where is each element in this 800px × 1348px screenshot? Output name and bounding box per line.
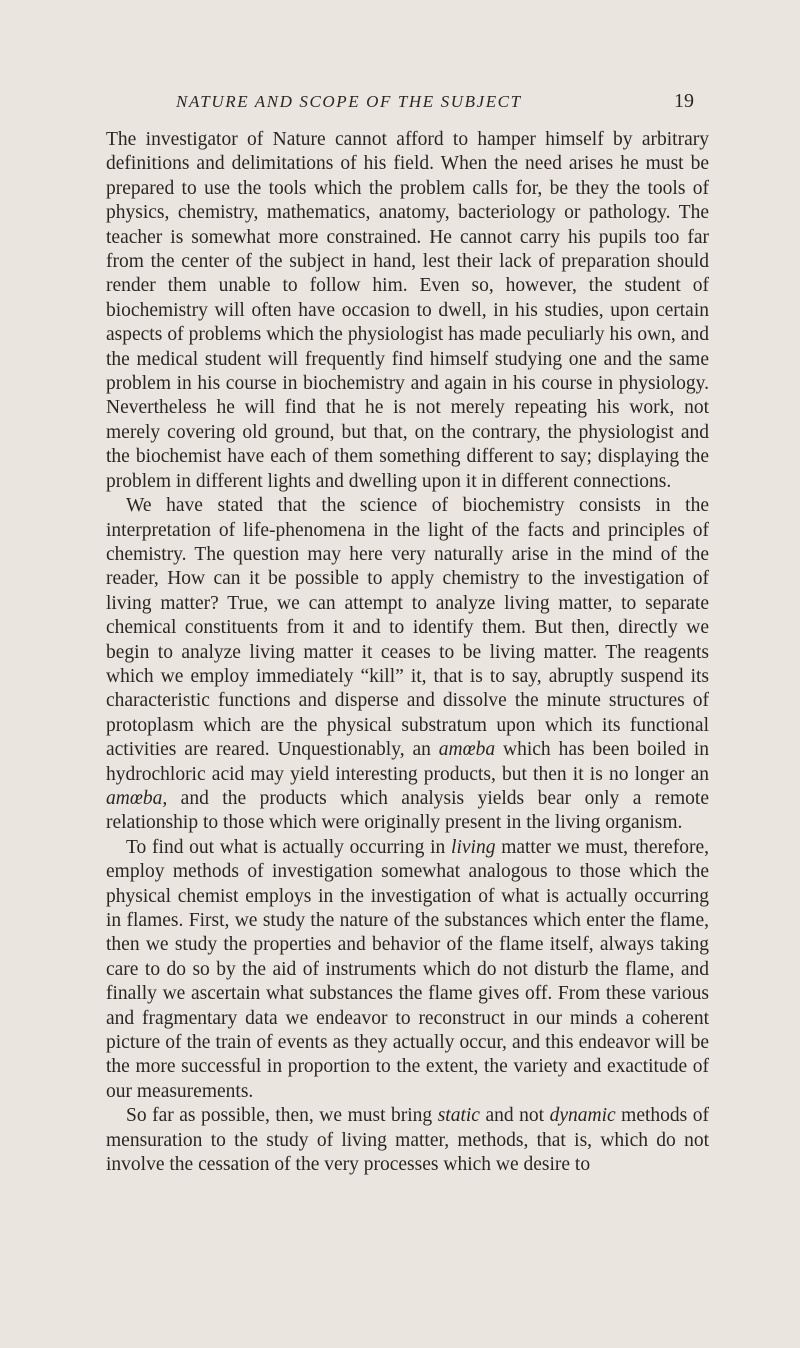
paragraph-text: and the products which analysis yields bear only a remote relationship to those which were originally present in the living organism. [106,787,709,834]
italic-term: dynamic [549,1105,616,1127]
italic-term: amœba, [106,787,168,809]
italic-term: static [437,1105,480,1127]
paragraph-2 [106,494,709,836]
paragraph-text: We have stated that the science of biochemistry consists in the interpretation of life-phenomena in the light of the facts and principles of chemistry. The question may here very naturally arise in the mind of the reader, How can it be possible to apply chemistry to the investigation of living matter? True, we can attempt to analyze living matter, to separate chemical constituents from it and to identify them. But then, directly we begin to analyze living matter it ceases to be living matter. The reagents which we employ immediately “kill” it, that is to say, abruptly suspend its characteristic functions and disperse and dissolve the minute structures of protoplasm which are the physical substratum upon which its functional activities are reared. Unquestionably, an [106,495,709,761]
paragraph-text: which has been boiled in hydrochloric acid may yield interesting products, but then it is no longer an [106,739,709,785]
italic-term: living [451,836,496,858]
page-number: 19 [674,90,694,112]
body-text [106,128,709,1177]
paragraph-text: methods of mensuration to the study of living matter, methods, that is, which do not involve the cessation of the very processes which we desire to [106,1105,710,1176]
running-title: NATURE AND SCOPE OF THE SUBJECT [176,92,522,111]
paragraph-text: and not [479,1105,550,1127]
paragraph-text: The investigator of Nature cannot afford to hamper himself by arbitrary definitions and delimitations of his field. When the need arises he must be prepared to use the tools which the problem calls for, be they the tools of physics, chemistry, mathematics, anatomy, bacteriology or pathology. The teacher is somewhat more constrained. He cannot carry his pupils too far from the center of the subject in hand, lest their lack of preparation should render them unable to follow him. Even so, however, the student of biochemistry will often have occasion to dwell, in his studies, upon certain aspects of problems which the physiologist has made peculiarly his own, and the medical student will frequently find himself studying one and the same problem in his course in biochemistry and again in his course in physiology. Nevertheless he will find that he is not merely repeating his work, not merely covering old ground, but that, on the contrary, the physiologist and the biochemist have each of them something different to say; displaying the problem in different lights and dwelling upon it in different connections. [106,129,709,492]
italic-term: amœba [438,739,496,761]
paragraph-text: matter we must, therefore, employ methods of investigation somewhat analogous to those which the physical chemist employs in the investigation of what is actually occurring in flames. First, we study the nature of the substances which enter the flame, then we study the properties and behavior of the flame itself, always taking care to do so by the aid of instruments which do not disturb the flame, and finally we ascertain what substances the flame gives off. From these various and fragmentary data we endeavor to reconstruct in our minds a coherent picture of the train of events as they actually occur, and this endeavor will be the more successful in proportion to the extent, the variety and exactitude of our measurements. [106,836,709,1102]
paragraph-3 [106,836,709,1104]
page-header [176,92,694,116]
paragraph-text: To find out what is actually occurring in [126,836,452,858]
paragraph-4 [106,1104,709,1177]
paragraph-1 [106,128,709,494]
paragraph-text: So far as possible, then, we must bring [126,1105,438,1127]
